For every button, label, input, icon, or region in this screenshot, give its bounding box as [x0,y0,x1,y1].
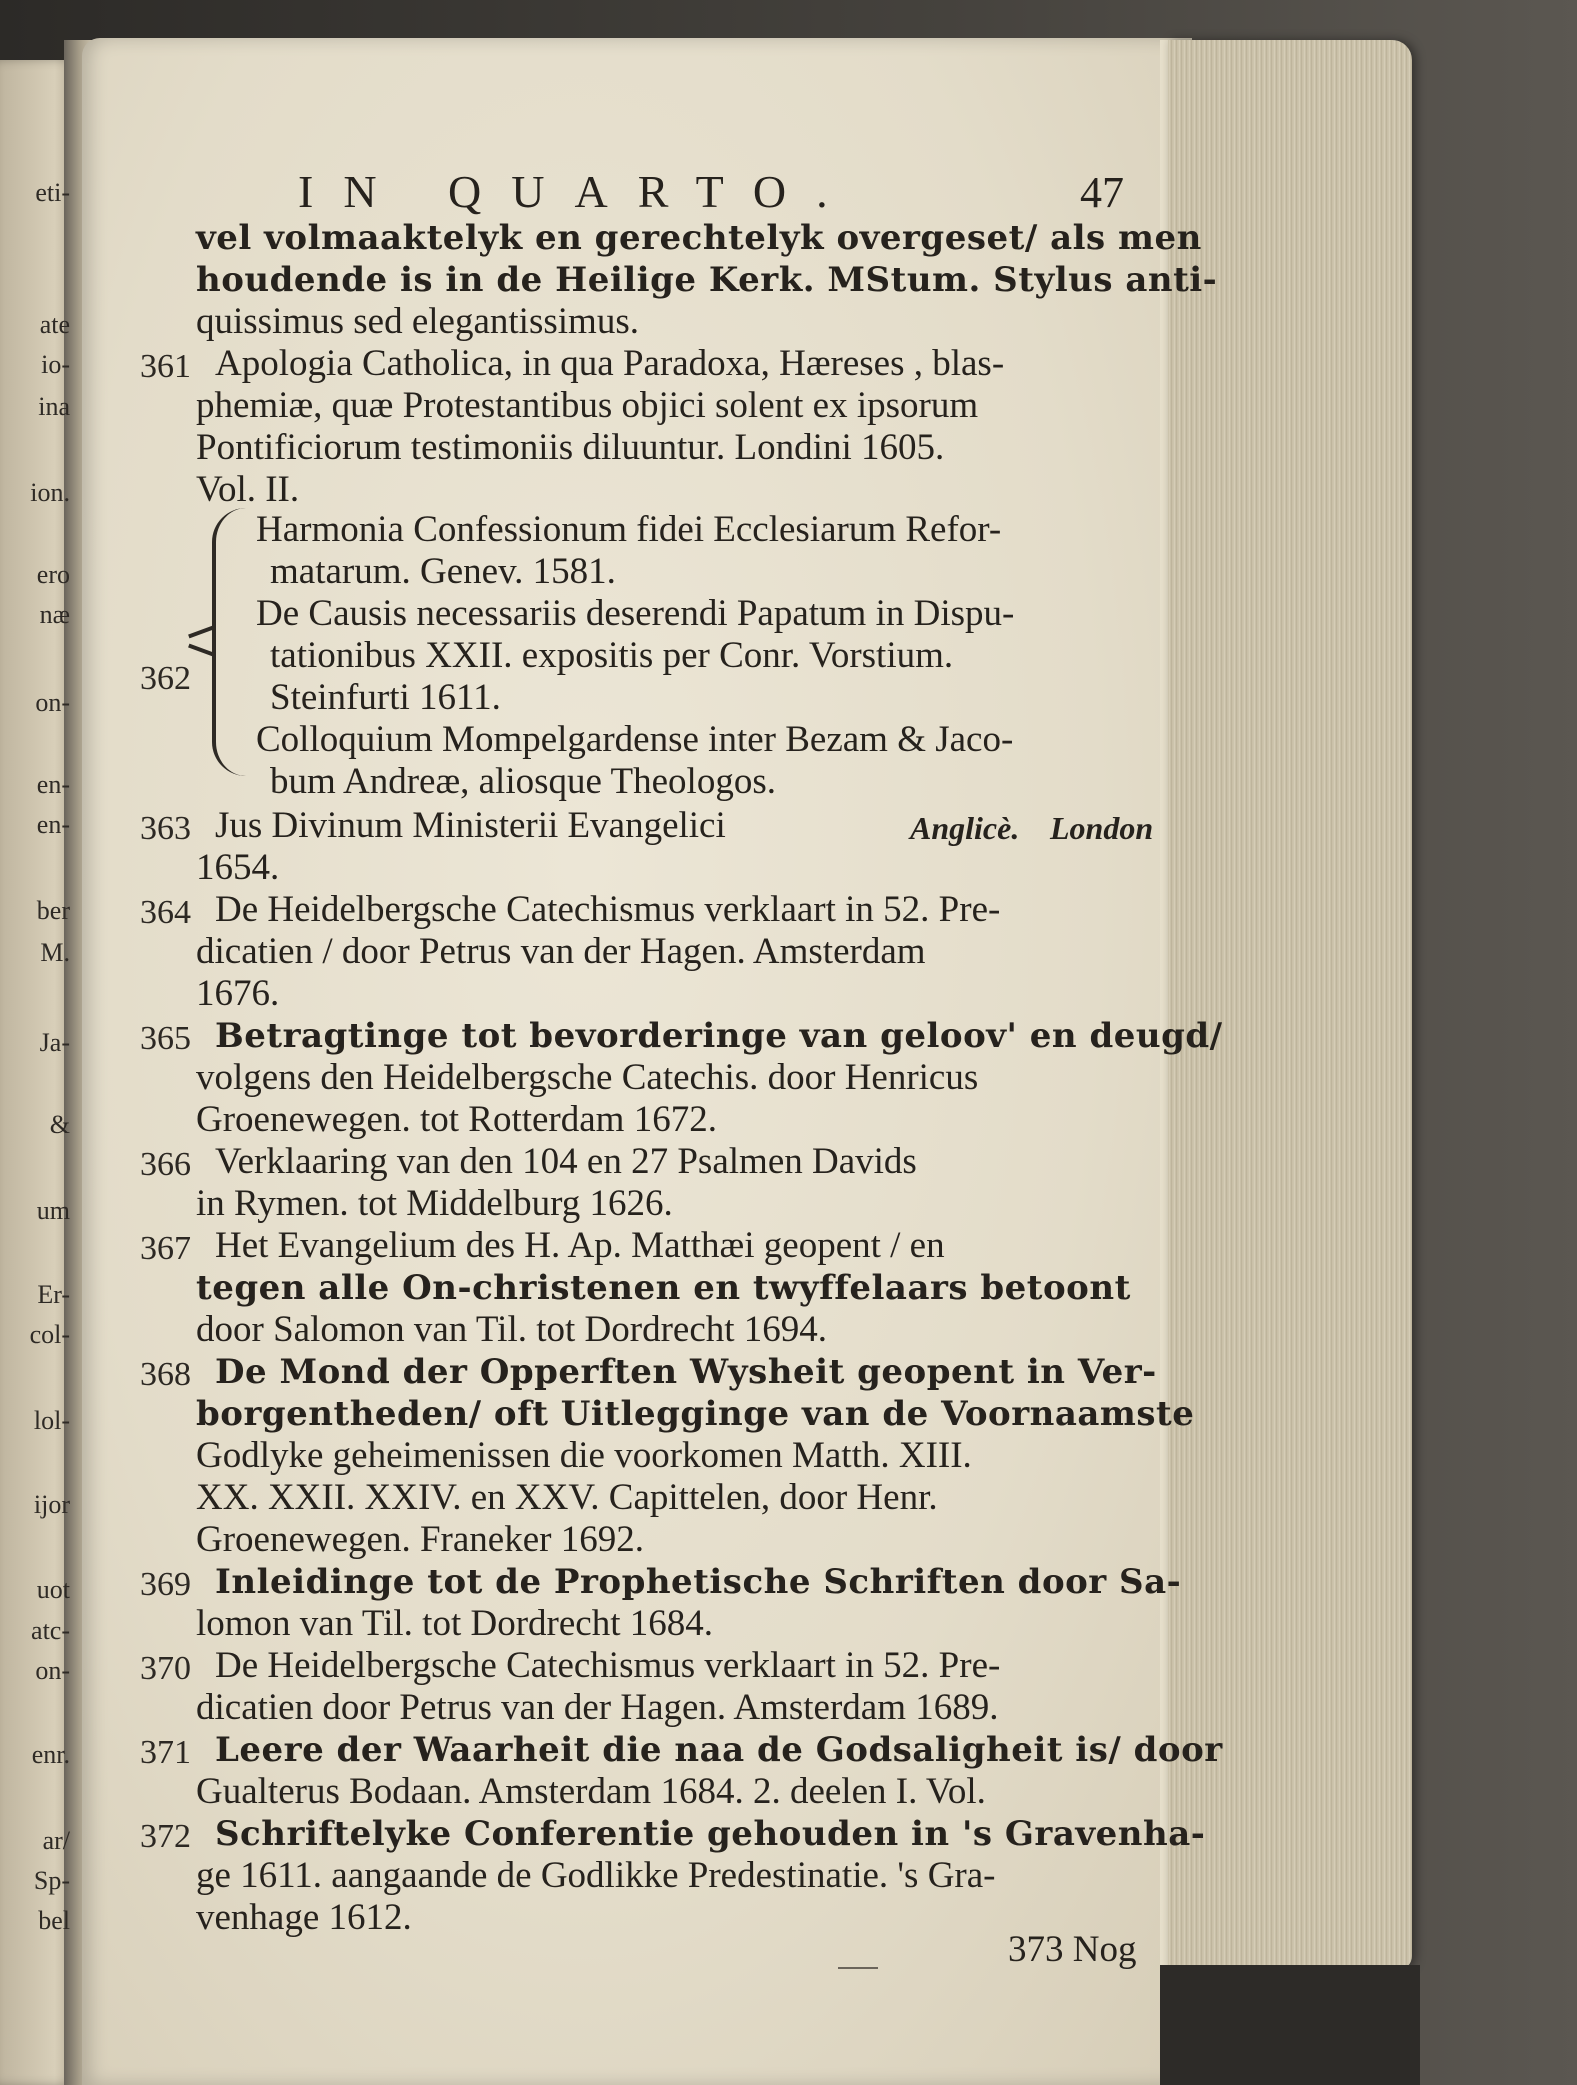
text-line: Leere der Waarheit die naa de Godsaligheit is/ door [215,1730,1223,1770]
text-line: Pontificiorum testimoniis diluuntur. Londini 1605. [196,427,945,468]
left-margin-fragment: ero [36,560,70,589]
entry-number: 372 [140,1818,191,1855]
left-margin-fragment: lol- [33,1406,70,1435]
text-line: tegen alle On-christenen en twyffelaars betoont [196,1268,1131,1308]
text-line: borgentheden/ oft Uitlegginge van de Voornaamste [196,1394,1195,1434]
text-line: tationibus XXII. expositis per Conr. Vorstium. [270,635,954,676]
left-margin-fragment: ate [39,310,70,339]
text-line: quissimus sed elegantissimus. [196,301,639,342]
text-line: ge 1611. aangaande de Godlikke Predestinatie. 's Gra- [196,1855,996,1896]
text-line: vel volmaaktelyk en gerechtelyk overgeset/ als men [196,218,1202,258]
entry-number: 365 [140,1020,191,1057]
text-line: phemiæ, quæ Protestantibus objici solent ex ipsorum [196,385,979,426]
text-line: Groenewegen. Franeker 1692. [196,1519,644,1560]
text-line-italic: London [1050,810,1154,846]
entry-number: 361 [140,348,191,385]
text-line: Harmonia Confessionum fidei Ecclesiarum Refor- [256,509,1002,550]
text-line: 1654. [196,847,280,888]
left-margin-fragment: Ja- [39,1028,70,1057]
text-line: Godlyke geheimenissen die voorkomen Matth. XIII. [196,1435,972,1476]
entry-number: 369 [140,1566,191,1603]
entry-number: 368 [140,1356,191,1393]
text-line-italic: Anglicè. [910,810,1020,846]
left-margin-fragment: ar/ [42,1826,70,1855]
text-line: houdende is in de Heilige Kerk. MStum. Stylus anti- [196,260,1218,300]
left-margin-fragment: næ [39,600,70,629]
text-line: 1676. [196,973,280,1014]
entry-number: 370 [140,1650,191,1687]
text-line: volgens den Heidelbergsche Catechis. door Henricus [196,1057,979,1098]
left-margin-fragment: um [36,1196,70,1225]
text-line: Verklaaring van den 104 en 27 Psalmen Davids [215,1141,917,1182]
text-line: matarum. Genev. 1581. [270,551,616,592]
printed-dash [838,1967,878,1969]
text-line: venhage 1612. [196,1897,412,1938]
left-margin-fragment: on- [35,688,70,717]
left-margin-fragment: Sp- [33,1866,70,1895]
entry-number: 367 [140,1230,191,1267]
left-margin-fragment: ber [36,896,70,925]
entry-number: 366 [140,1146,191,1183]
text-line: Het Evangelium des H. Ap. Matthæi geopent / en [215,1225,945,1266]
left-margin-fragment: en- [36,770,70,799]
grouping-brace-tip [188,626,214,639]
text-line: Gualterus Bodaan. Amsterdam 1684. 2. deelen I. Vol. [196,1771,986,1812]
left-margin-fragment: Er- [37,1280,70,1309]
text-line: De Heidelbergsche Catechismus verklaart in 52. Pre- [215,1645,1001,1686]
left-margin-fragment: bel [38,1906,70,1935]
left-margin-fragment: on- [35,1656,70,1685]
text-line: XX. XXII. XXIV. en XXV. Capittelen, door Henr. [196,1477,938,1518]
left-margin-fragment: en- [36,810,70,839]
text-line: bum Andreæ, aliosque Theologos. [270,761,776,802]
left-margin-fragment: ion. [30,478,70,507]
entry-number: 363 [140,810,191,847]
text-line: De Causis necessariis deserendi Papatum in Dispu- [256,593,1015,634]
text-line: De Heidelbergsche Catechismus verklaart in 52. Pre- [215,889,1001,930]
text-line: Jus Divinum Ministerii Evangelici [215,805,726,846]
grouping-brace [212,508,246,776]
left-margin-fragment: atc- [31,1616,70,1645]
text-line: Colloquium Mompelgardense inter Bezam & Jaco- [256,719,1014,760]
running-title: IN QUARTO. [298,166,858,217]
text-line: door Salomon van Til. tot Dordrecht 1694. [196,1309,828,1350]
text-line: dicatien / door Petrus van der Hagen. Amsterdam [196,931,926,972]
grouping-brace-tip [188,644,214,657]
text-line: lomon van Til. tot Dordrecht 1684. [196,1603,713,1644]
entry-number: 364 [140,894,191,931]
left-margin-fragment: M. [40,938,70,967]
left-margin-fragment: io- [41,350,70,379]
left-margin-fragment: uot [36,1575,70,1604]
page-number: 47 [1080,168,1124,217]
text-line: Apologia Catholica, in qua Paradoxa, Hæreses , blas- [215,343,1005,384]
left-margin-fragment: enr. [31,1740,70,1769]
text-line: De Mond der Opperften Wysheit geopent in Ver- [215,1352,1157,1392]
left-margin-fragment: ina [38,392,70,421]
text-line: Steinfurti 1611. [270,677,501,718]
left-margin-fragment: eti- [35,178,70,207]
text-line: Schriftelyke Conferentie gehouden in 's Gravenha- [215,1814,1206,1854]
catchword: 373 Nog [1008,1929,1137,1970]
text-line: Vol. II. [196,469,300,510]
entry-number: 362 [140,660,191,697]
text-line: dicatien door Petrus van der Hagen. Amsterdam 1689. [196,1687,999,1728]
text-line: Inleidinge tot de Prophetische Schriften door Sa- [215,1562,1182,1602]
left-margin-fragment: ijor [33,1490,70,1519]
left-margin-fragment: & [49,1110,70,1139]
text-line: Betragtinge tot bevorderinge van geloov' en deugd/ [215,1016,1223,1056]
entry-number: 371 [140,1734,191,1771]
left-margin-fragment: col- [29,1320,70,1349]
text-line: Groenewegen. tot Rotterdam 1672. [196,1099,717,1140]
text-line: in Rymen. tot Middelburg 1626. [196,1183,673,1224]
